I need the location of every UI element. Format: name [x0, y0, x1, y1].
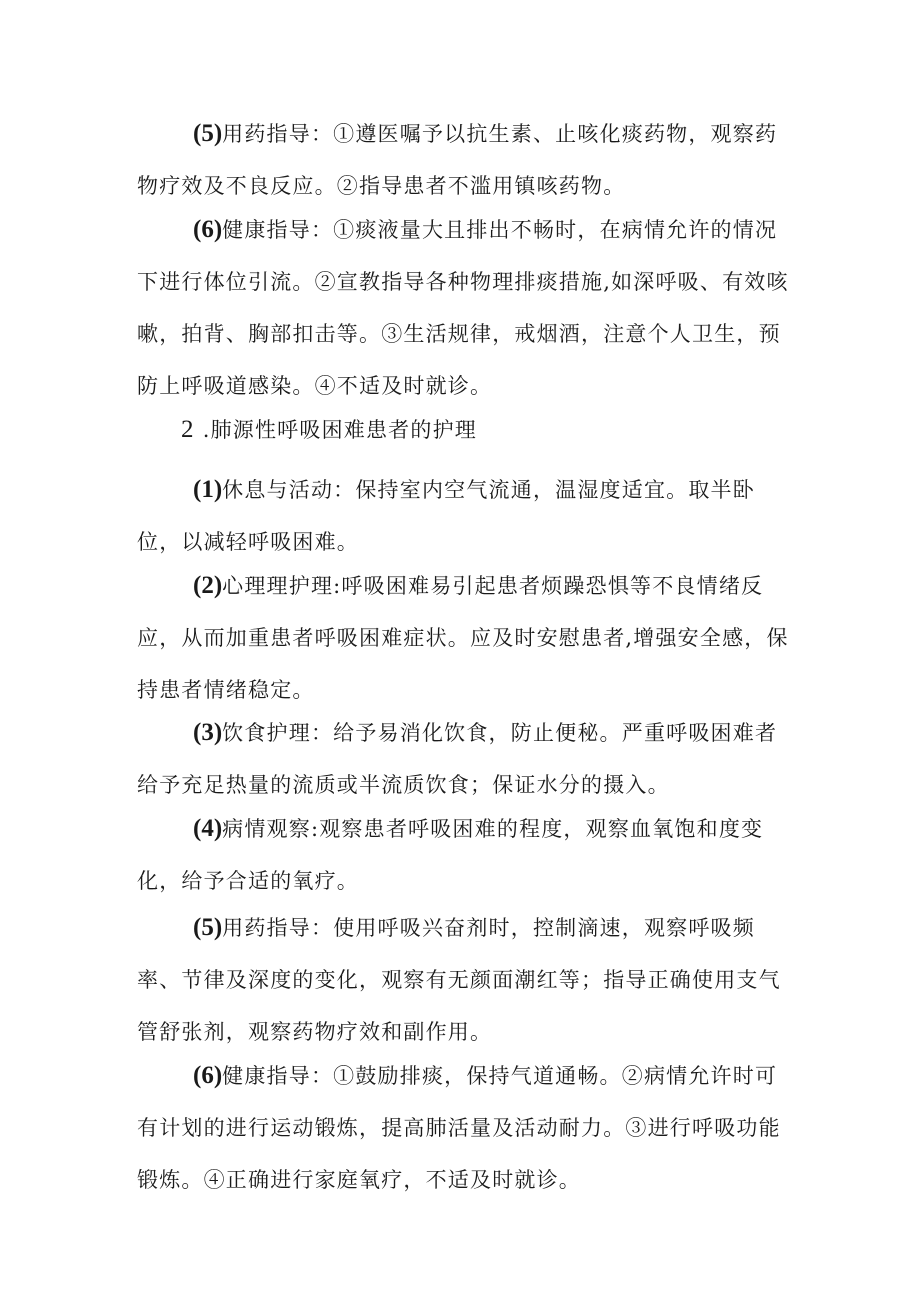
item-number: (6)	[193, 1062, 223, 1089]
heading-text: .肺源性呼吸困难患者的护理	[202, 418, 477, 442]
item-number: (6)	[193, 216, 223, 243]
paragraph-text: 健康指导：①痰液量大且排出不畅时，在病情允许的情况下进行体位引流。②宣教指导各种物理排痰措施,如深呼吸、有效咳嗽，拍背、胸部扣击等。③生活规律，戒烟酒，注意个人卫生，预防上呼吸道感染。④不适及时就诊。	[137, 218, 789, 398]
paragraph-health-guidance-1	[137, 204, 797, 412]
paragraph-rest-activity	[137, 464, 797, 568]
paragraph-psychological-care	[137, 560, 797, 716]
paragraph-text: 健康指导：①鼓励排痰，保持气道通畅。②病情允许时可有计划的进行运动锻炼，提高肺活量及活动耐力。③进行呼吸功能锻炼。④正确进行家庭氧疗，不适及时就诊。	[137, 1064, 781, 1192]
paragraph-condition-observation	[137, 803, 797, 907]
paragraph-medication-guidance-1	[137, 108, 797, 212]
paragraph-text: 心理理护理:呼吸困难易引起患者烦躁恐惧等不良情绪反应，从而加重患者呼吸困难症状。应及时安慰患者,增强安全感，保持患者情绪稳定。	[137, 574, 789, 702]
paragraph-text: 病情观察:观察患者呼吸困难的程度，观察血氧饱和度变化，给予合适的氧疗。	[137, 817, 764, 893]
paragraph-text: 饮食护理：给予易消化饮食，防止便秘。严重呼吸困难者给予充足热量的流质或半流质饮食；保证水分的摄入。	[137, 721, 778, 797]
heading-number: 2	[181, 416, 195, 443]
item-number: (5)	[193, 120, 223, 147]
paragraph-text: 用药指导：使用呼吸兴奋剂时，控制滴速，观察呼吸频率、节律及深度的变化，观察有无颜面潮红等；指导正确使用支气管舒张剂，观察药物疗效和副作用。	[137, 916, 781, 1044]
item-number: (2)	[193, 572, 223, 599]
paragraph-health-guidance-2	[137, 1050, 797, 1206]
item-number: (4)	[193, 815, 223, 842]
item-number: (5)	[193, 914, 223, 941]
paragraph-medication-guidance-2	[137, 902, 797, 1058]
item-number: (1)	[193, 476, 223, 503]
item-number: (3)	[193, 719, 223, 746]
paragraph-diet-care	[137, 707, 797, 811]
paragraph-text: 用药指导：①遵医嘱予以抗生素、止咳化痰药物，观察药物疗效及不良反应。②指导患者不滥用镇咳药物。	[137, 122, 778, 198]
section-heading	[181, 404, 477, 456]
paragraph-text: 休息与活动：保持室内空气流通，温湿度适宜。取半卧位，以减轻呼吸困难。	[137, 478, 755, 554]
